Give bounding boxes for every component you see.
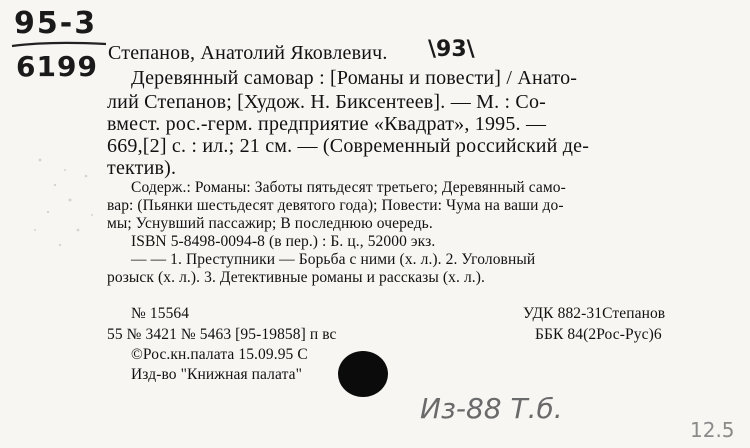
bbk-code: ББК 84(2Рос-Рус)6 xyxy=(535,326,662,343)
isbn-line: ISBN 5-8498-0094-8 (в пер.) : Б. ц., 52000 экз. xyxy=(131,233,436,250)
contents-line-3: мы; Уснувший пассажир; В последнюю очередь. xyxy=(107,215,433,232)
handwritten-code-top: 95-3 xyxy=(14,6,98,41)
handwritten-underline xyxy=(10,40,110,50)
contents-line-1: Содерж.: Романы: Заботы пятьдесят третьего; Деревянный само- xyxy=(131,179,566,196)
subjects-line-2: розыск (х. л.). 3. Детективные романы и рассказы (х. л.). xyxy=(107,269,486,286)
title-line-3: вмест. рос.-герм. предприятие «Квадрат», 1995. — xyxy=(107,113,547,135)
title-line-2: лий Степанов; [Худож. Н. Биксентеев]. — М. : Со- xyxy=(107,91,547,113)
subjects-line-1: — — 1. Преступники — Борьба с ними (х. л.). 2. Уголовный xyxy=(131,251,536,268)
author-heading: Степанов, Анатолий Яковлевич. xyxy=(108,42,388,64)
ink-stamp xyxy=(338,351,388,397)
handwritten-corner-mark: 12.5 xyxy=(690,418,735,442)
copyright-line: ©Рос.кн.палата 15.09.95 С xyxy=(131,346,308,363)
contents-line-2: вар: (Пьянки шестьдесят девятого года); Повести: Чума на ваши до- xyxy=(107,197,564,214)
title-line-5: тектив). xyxy=(107,157,177,179)
udk-code: УДК 882-31Степанов xyxy=(523,305,666,322)
registration-numbers: 55 № 3421 № 5463 [95-19858] п вс xyxy=(107,326,337,343)
title-line-1: Деревянный самовар : [Романы и повести] / Анато- xyxy=(131,67,578,89)
card-number: № 15564 xyxy=(131,305,190,322)
publisher-line: Изд-во "Книжная палата" xyxy=(131,366,303,383)
handwritten-code-second: 6199 xyxy=(16,50,98,83)
handwritten-year-mark: \93\ xyxy=(428,37,475,62)
handwritten-scribble-bottom: Из-88 Т.б. xyxy=(420,392,563,425)
title-line-4: 669,[2] с. : ил.; 21 см. — (Современный российский де- xyxy=(107,135,590,157)
